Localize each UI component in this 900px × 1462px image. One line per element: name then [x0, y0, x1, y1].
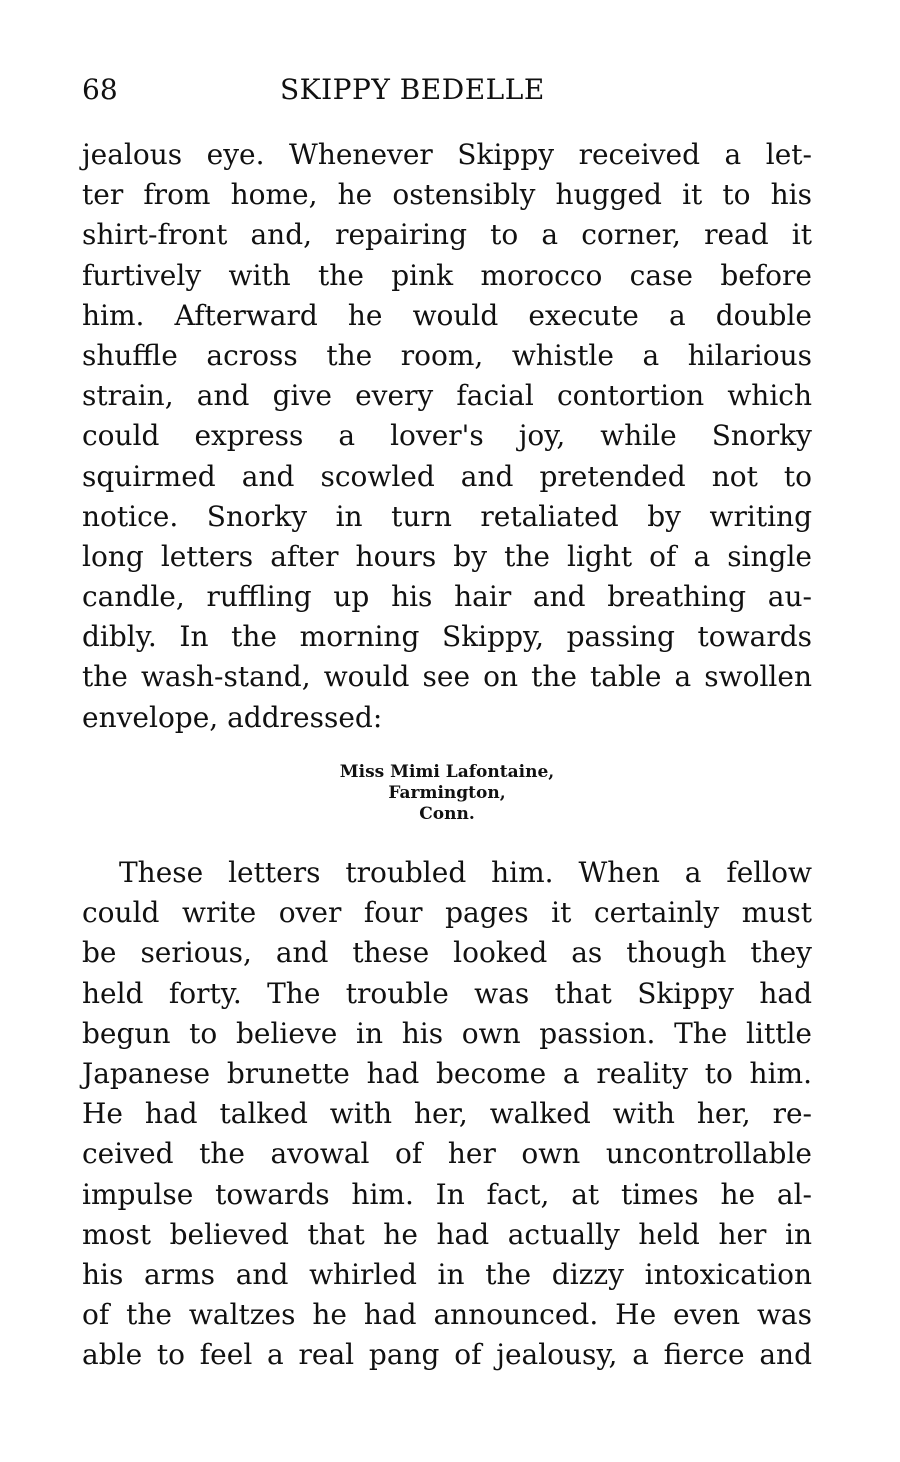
text-line: strain, and give every facial contortion which	[82, 379, 812, 413]
text-line: of the waltzes he had announced. He even was	[82, 1298, 812, 1332]
text-line: shuffle across the room, whistle a hilarious	[82, 338, 812, 372]
text-line: furtively with the pink morocco case before	[82, 258, 812, 292]
text-line: Japanese brunette had become a reality to him.	[82, 1056, 812, 1090]
text-line: held forty. The trouble was that Skippy had	[82, 976, 812, 1010]
address-line-state: Conn.	[419, 804, 475, 824]
text-line: He had talked with her, walked with her, re-	[82, 1097, 812, 1131]
text-line: his arms and whirled in the dizzy intoxication	[82, 1257, 812, 1291]
envelope-address	[82, 762, 812, 825]
text-line: could write over four pages it certainly must	[82, 896, 812, 930]
paragraph-2	[82, 853, 812, 1375]
text-line: him. Afterward he would execute a double	[82, 298, 812, 332]
text-line: dibly. In the morning Skippy, passing towards	[82, 620, 812, 654]
paragraph-1	[82, 135, 812, 738]
text-line: impulse towards him. In fact, at times he al-	[82, 1177, 812, 1211]
address-line-name: Miss Mimi Lafontaine,	[339, 762, 555, 782]
text-line: long letters after hours by the light of a single	[82, 539, 812, 573]
running-title: SKIPPY BEDELLE	[280, 73, 545, 106]
text-line: ter from home, he ostensibly hugged it to his	[82, 178, 812, 212]
text-line: envelope, addressed:	[82, 700, 383, 734]
text-line: could express a lover's joy, while Snorky	[82, 419, 812, 453]
text-line: jealous eye. Whenever Skippy received a let-	[82, 138, 812, 171]
text-line: squirmed and scowled and pretended not to	[82, 459, 812, 493]
text-line: notice. Snorky in turn retaliated by writing	[82, 499, 812, 533]
text-line: ceived the avowal of her own uncontrollable	[82, 1137, 812, 1171]
text-line: be serious, and these looked as though they	[82, 936, 812, 970]
text-line: These letters troubled him. When a fellow	[119, 856, 812, 889]
text-line: the wash-stand, would see on the table a swollen	[82, 660, 812, 694]
text-line: candle, ruffling up his hair and breathing au-	[82, 580, 812, 614]
address-line-town: Farmington,	[388, 783, 506, 803]
text-line: able to feel a real pang of jealousy, a fierce and	[82, 1338, 812, 1372]
text-line: most believed that he had actually held her in	[82, 1217, 812, 1251]
text-line: begun to believe in his own passion. The little	[82, 1016, 812, 1050]
text-line: shirt-front and, repairing to a corner, read it	[82, 218, 812, 252]
page-header	[82, 70, 815, 110]
page-number: 68	[82, 73, 118, 106]
